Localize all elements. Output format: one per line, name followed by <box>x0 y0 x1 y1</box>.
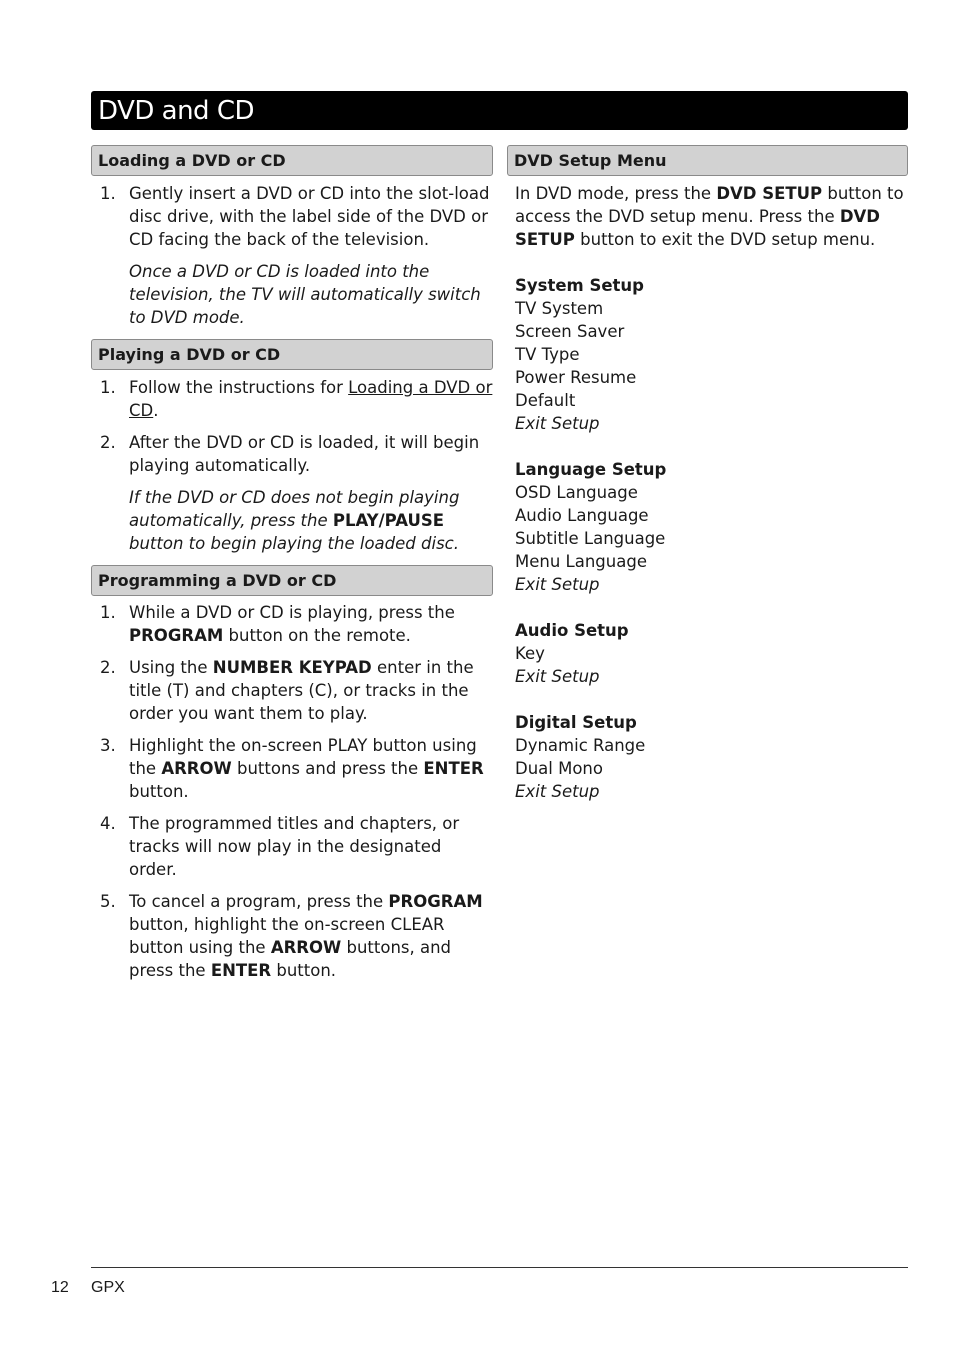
menu-item: Audio Language <box>515 506 649 525</box>
setup-menu-body <box>507 182 908 803</box>
right-column <box>507 145 908 803</box>
page-number: 12 <box>51 1279 69 1296</box>
step-text: . <box>153 401 159 420</box>
menu-item: TV System <box>515 299 604 318</box>
digital-setup-block <box>515 711 908 803</box>
loading-section-link[interactable]: Loading a DVD or CD <box>129 378 493 420</box>
menu-item: Key <box>515 644 545 663</box>
intro-text: button to access the DVD setup menu. Press the <box>515 184 904 226</box>
step-text: buttons and press the <box>231 759 424 778</box>
step-number: 1. <box>100 378 116 397</box>
step-text: Highlight the on-screen PLAY button using the <box>129 736 477 778</box>
list-item <box>91 890 493 982</box>
step-bold: ENTER <box>210 961 272 980</box>
list-item <box>91 812 493 881</box>
menu-item: TV Type <box>515 345 580 364</box>
setup-intro <box>515 182 908 251</box>
note-text: button to begin playing the loaded disc. <box>129 534 459 553</box>
step-number: 4. <box>100 814 116 833</box>
note-text: If the DVD or CD does not begin playing automatically, press the <box>129 488 460 530</box>
menu-item: Default <box>515 391 576 410</box>
section-heading-programming: Programming a DVD or CD <box>91 565 493 596</box>
step-text: button, highlight the on-screen CLEAR button using the <box>129 915 445 957</box>
menu-item: Power Resume <box>515 368 637 387</box>
list-item <box>91 431 493 477</box>
loading-steps <box>91 182 493 251</box>
step-text: While a DVD or CD is playing, press the <box>129 603 455 622</box>
step-text: Follow the instructions for <box>129 378 349 397</box>
exit-setup-item: Exit Setup <box>515 575 600 594</box>
step-number: 2. <box>100 433 116 452</box>
section-heading-playing: Playing a DVD or CD <box>91 339 493 370</box>
exit-setup-item: Exit Setup <box>515 414 600 433</box>
list-item <box>91 656 493 725</box>
step-number: 5. <box>100 892 116 911</box>
intro-text: In DVD mode, press the <box>515 184 717 203</box>
step-number: 1. <box>100 184 116 203</box>
step-text: Using the <box>129 658 213 677</box>
step-text: button on the remote. <box>223 626 411 645</box>
loading-section-body <box>91 182 493 329</box>
footer-brand: GPX <box>91 1279 125 1296</box>
intro-bold: DVD SETUP <box>515 207 881 249</box>
step-number: 2. <box>100 658 116 677</box>
step-bold: PROGRAM <box>129 626 224 645</box>
step-text: After the DVD or CD is loaded, it will begin playing automatically. <box>129 433 480 475</box>
menu-item: Screen Saver <box>515 322 625 341</box>
step-bold: NUMBER KEYPAD <box>212 658 372 677</box>
page-title-bar <box>91 91 908 130</box>
loading-note: Once a DVD or CD is loaded into the television, the TV will automatically switch to DVD mode. <box>129 262 481 327</box>
system-setup-title: System Setup <box>515 276 644 295</box>
list-item <box>91 182 493 251</box>
exit-setup-item: Exit Setup <box>515 667 600 686</box>
page-title: DVD and CD <box>98 96 254 126</box>
step-number: 3. <box>100 736 116 755</box>
left-column <box>91 145 493 982</box>
audio-setup-block <box>515 619 908 688</box>
menu-item: Menu Language <box>515 552 647 571</box>
programming-section-body <box>91 601 493 982</box>
step-bold: ARROW <box>270 938 342 957</box>
menu-item: OSD Language <box>515 483 638 502</box>
audio-setup-title: Audio Setup <box>515 621 629 640</box>
programming-steps <box>91 601 493 982</box>
system-setup-block <box>515 274 908 435</box>
step-text: The programmed titles and chapters, or tracks will now play in the designated order. <box>129 814 460 879</box>
step-text: button. <box>271 961 337 980</box>
footer-divider <box>91 1267 908 1268</box>
playing-section-body <box>91 376 493 555</box>
step-number: 1. <box>100 603 116 622</box>
exit-setup-item: Exit Setup <box>515 782 600 801</box>
language-setup-title: Language Setup <box>515 460 667 479</box>
step-bold: ENTER <box>423 759 484 778</box>
step-text: Gently insert a DVD or CD into the slot-load disc drive, with the label side of the DVD or CD facing the back of the television. <box>129 184 490 249</box>
menu-item: Dynamic Range <box>515 736 646 755</box>
note-bold: PLAY/PAUSE <box>332 511 445 530</box>
playing-note <box>91 486 493 555</box>
language-setup-block <box>515 458 908 596</box>
list-item <box>91 601 493 647</box>
section-heading-loading: Loading a DVD or CD <box>91 145 493 176</box>
step-text: button. <box>129 782 189 801</box>
intro-text: button to exit the DVD setup menu. <box>574 230 876 249</box>
menu-item: Dual Mono <box>515 759 603 778</box>
section-heading-setup-menu: DVD Setup Menu <box>507 145 908 176</box>
playing-steps <box>91 376 493 477</box>
list-item <box>91 376 493 422</box>
step-bold: PROGRAM <box>388 892 483 911</box>
step-bold: ARROW <box>161 759 232 778</box>
list-item <box>91 734 493 803</box>
step-text: To cancel a program, press the <box>129 892 389 911</box>
intro-bold: DVD SETUP <box>716 184 823 203</box>
step-text: enter in the title (T) and chapters (C), or tracks in the order you want them to play. <box>129 658 474 723</box>
digital-setup-title: Digital Setup <box>515 713 637 732</box>
step-text: buttons, and press the <box>129 938 452 980</box>
menu-item: Subtitle Language <box>515 529 666 548</box>
